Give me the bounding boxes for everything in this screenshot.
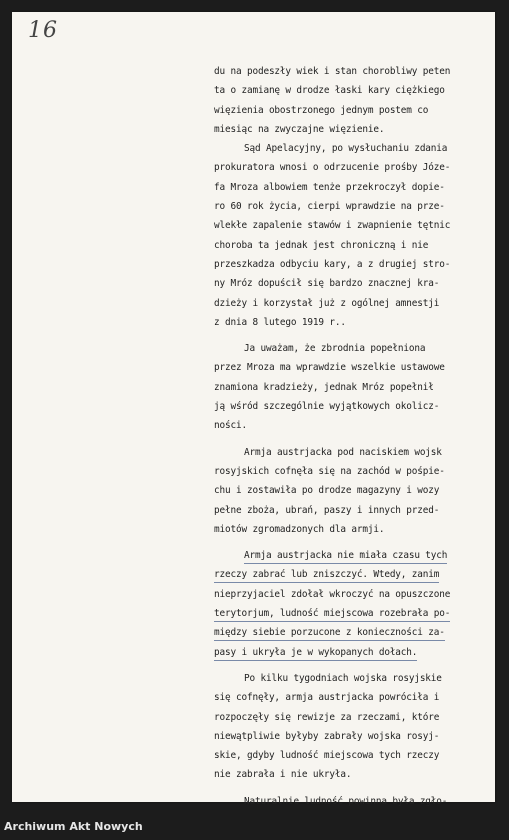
text-line-content: nieprzyjaciel zdołał wkroczyć na opuszczone	[214, 588, 451, 600]
text-line-content: Sąd Apelacyjny, po wysłuchaniu zdania	[244, 143, 448, 155]
text-line-content: miesiąc na zwyczajne więzienie.	[214, 123, 385, 135]
paragraph-gap	[214, 539, 490, 546]
text-line	[214, 669, 490, 688]
archive-name: Archiwum Akt Nowych	[4, 820, 143, 833]
text-line	[214, 585, 490, 604]
text-line	[214, 727, 490, 746]
text-line	[214, 765, 490, 784]
text-line-content: znamiona kradzieży, jednak Mróz popełnił	[214, 381, 434, 393]
text-line-content: skie, gdyby ludność miejscowa tych rzeczy	[214, 750, 440, 762]
text-line-content: Ja uważam, że zbrodnia popełniona	[244, 343, 426, 355]
text-line	[214, 101, 490, 120]
document-page	[12, 12, 495, 807]
text-line	[214, 158, 490, 177]
text-line-content: rozpoczęły się rewizje za rzeczami, które	[214, 711, 440, 723]
text-line-content: ta o zamianę w drodze łaski kary ciężkiego	[214, 85, 445, 97]
text-line	[214, 178, 490, 197]
text-line	[214, 62, 490, 81]
text-line-content: się cofnęły, armja austrjacka powróciła i	[214, 692, 440, 704]
text-line	[214, 197, 490, 216]
text-line-content: między siebie porzucone z konieczności za-	[214, 626, 445, 641]
text-line-content: przeszkadza odbyciu kary, a z drugiej stro-	[214, 258, 451, 270]
text-line	[214, 81, 490, 100]
text-line	[214, 443, 490, 462]
text-line	[214, 520, 490, 539]
text-line	[214, 339, 490, 358]
text-line-content: przez Mroza ma wprawdzie wszelkie ustawowe	[214, 362, 445, 374]
text-line	[214, 546, 490, 565]
text-line-content: fa Mroza albowiem tenże przekroczył dopie-	[214, 181, 445, 193]
paragraph-gap	[214, 662, 490, 669]
text-line	[214, 688, 490, 707]
text-line	[214, 378, 490, 397]
text-line	[214, 501, 490, 520]
paragraph-gap	[214, 436, 490, 443]
text-line-content: Armja austrjacka pod naciskiem wojsk	[244, 446, 442, 458]
text-line-content: Naturalnie ludność powinna była zgło-	[244, 795, 448, 807]
text-line	[214, 397, 490, 416]
footer-bar	[0, 814, 509, 840]
text-line-content: chu i zostawiła po drodze magazyny i wozy	[214, 485, 440, 497]
paragraph-gap	[214, 785, 490, 792]
page-number: 16	[28, 18, 58, 43]
text-line-content: pełne zboża, ubrań, paszy i innych przed-	[214, 504, 440, 516]
text-line-content: pasy i ukryła je w wykopanych dołach.	[214, 646, 417, 661]
text-line-content: ją wśród szczególnie wyjątkowych okolicz-	[214, 401, 440, 413]
text-line-content: Armja austrjacka nie miała czasu tych	[244, 549, 447, 564]
text-line-content: terytorjum, ludność miejscowa rozebrała po-	[214, 607, 450, 622]
text-line	[214, 274, 490, 293]
text-line-content: miotów zgromadzonych dla armji.	[214, 523, 385, 535]
text-line	[214, 216, 490, 235]
text-line	[214, 139, 490, 158]
text-line-content: rzeczy zabrać lub zniszczyć. Wtedy, zanim	[214, 568, 439, 583]
text-line-content: Po kilku tygodniach wojska rosyjskie	[244, 672, 442, 684]
text-line	[214, 416, 490, 435]
text-line	[214, 255, 490, 274]
text-line-content: więzienia obostrzonego jednym postem co	[214, 104, 429, 116]
paragraph-gap	[214, 332, 490, 339]
text-line-content: niewątpliwie byłyby zabrały wojska rosyj-	[214, 730, 440, 742]
text-line-content: du na podeszły wiek i stan chorobliwy peten	[214, 66, 451, 77]
text-line	[214, 120, 490, 139]
text-line-content: nie zabrała i nie ukryła.	[214, 769, 352, 781]
text-line	[214, 294, 490, 313]
text-line	[214, 643, 490, 662]
text-line-content: dzieży i korzystał już z ogólnej amnestji	[214, 297, 440, 309]
text-line	[214, 604, 490, 623]
document-body	[214, 62, 490, 811]
text-line	[214, 358, 490, 377]
text-line-content: z dnia 8 lutego 1919 r..	[214, 316, 346, 328]
text-line	[214, 708, 490, 727]
text-line	[214, 236, 490, 255]
text-line-content: ny Mróz dopuścił się bardzo znacznej kra-	[214, 278, 440, 290]
text-line	[214, 792, 490, 811]
text-line-content: wlekłe zapalenie stawów i zwapnienie tętnic	[214, 220, 451, 232]
text-line-content: prokuratora wnosi o odrzucenie prośby Józe-	[214, 162, 451, 174]
text-line	[214, 462, 490, 481]
text-line-content: ro 60 rok życia, cierpi wprawdzie na prze-	[214, 201, 445, 213]
text-line	[214, 623, 490, 642]
text-line-content: choroba ta jednak jest chroniczną i nie	[214, 239, 429, 251]
text-line-content: rosyjskich cofnęła się na zachód w pośpie-	[214, 465, 445, 477]
text-line-content: ności.	[214, 420, 247, 432]
text-line	[214, 565, 490, 584]
text-line	[214, 313, 490, 332]
text-line	[214, 481, 490, 500]
text-line	[214, 746, 490, 765]
